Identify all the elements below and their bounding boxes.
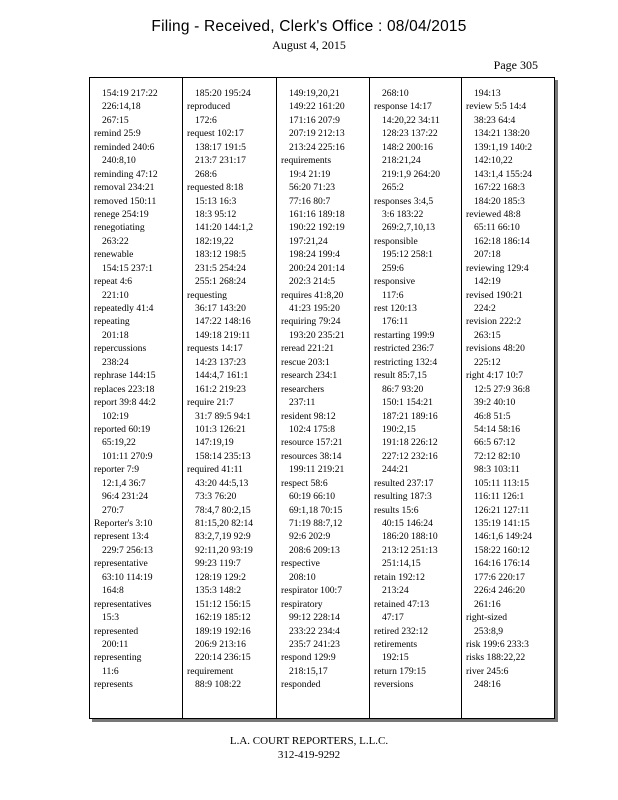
index-entry: right 4:17 10:7 <box>466 370 524 382</box>
index-references: 218:15,17 <box>289 665 328 677</box>
index-entry: reversions <box>374 679 414 691</box>
index-references: 36:17 143:20 <box>195 303 246 314</box>
document-date: August 4, 2015 <box>272 38 346 52</box>
index-references: 135:3 148:2 <box>195 585 242 597</box>
index-references: 66:5 67:12 <box>474 437 516 449</box>
index-references: 19:4 21:19 <box>289 168 331 180</box>
index-references: 92:11,20 93:19 <box>195 544 253 556</box>
index-entry: risks 188:22,22 <box>466 652 526 664</box>
index-references: 268:6 <box>195 168 217 180</box>
index-entry: renege 254:19 <box>94 208 149 220</box>
index-references: 218:21,24 <box>382 155 421 167</box>
index-references: 184:20 185:3 <box>474 195 525 207</box>
index-entry: respect 58:6 <box>281 477 328 489</box>
index-references: 117:6 <box>382 289 404 301</box>
index-entry: represent 13:4 <box>94 531 149 543</box>
index-references: 221:10 <box>102 289 129 301</box>
index-references: 206:9 213:16 <box>195 638 246 650</box>
index-entry: repeatedly 41:4 <box>94 303 154 314</box>
index-references: 98:3 103:11 <box>474 464 520 476</box>
index-references: 182:19,22 <box>195 235 234 247</box>
index-references: 194:13 <box>474 88 501 99</box>
footer <box>0 734 618 762</box>
index-references: 154:19 217:22 <box>102 88 158 99</box>
footer-company: L.A. COURT REPORTERS, L.L.C. <box>229 735 389 747</box>
index-entry: risk 199:6 233:3 <box>466 638 529 650</box>
index-references: 128:23 137:22 <box>382 128 438 140</box>
index-references: 193:20 235:21 <box>289 329 345 341</box>
index-references: 14:20,22 34:11 <box>382 114 440 126</box>
index-references: 164:16 176:14 <box>474 558 530 570</box>
index-entry: require 21:7 <box>187 397 234 409</box>
index-references: 65:19,22 <box>102 437 136 449</box>
index-references: 186:20 188:10 <box>382 531 438 543</box>
index-references: 11:6 <box>102 665 119 677</box>
index-entry: requirement <box>187 665 234 677</box>
index-entry: restricted 236:7 <box>374 343 434 355</box>
index-references: 190:2,15 <box>382 423 416 435</box>
index-references: 102:4 175:8 <box>289 423 336 435</box>
index-references: 259:6 <box>382 262 404 274</box>
index-entry: represented <box>94 625 139 637</box>
index-column-5 <box>462 87 532 692</box>
index-references: 54:14 58:16 <box>474 423 521 435</box>
index-references: 15:13 16:3 <box>195 195 237 207</box>
index-references: 213:24 225:16 <box>289 141 345 153</box>
index-references: 128:19 129:2 <box>195 571 246 583</box>
index-references: 253:8,9 <box>474 625 504 637</box>
filing-stamp: Filing - Received, Clerk's Office : 08/04/2015 <box>151 18 467 35</box>
index-references: 83:2,7,19 92:9 <box>195 531 251 543</box>
index-references: 189:19 192:16 <box>195 625 251 637</box>
index-references: 265:2 <box>382 182 404 194</box>
index-references: 96:4 231:24 <box>102 491 149 503</box>
index-entry: responses 3:4,5 <box>374 195 434 207</box>
index-references: 102:19 <box>102 410 129 422</box>
index-references: 99:23 119:7 <box>195 558 241 570</box>
index-references: 229:7 256:13 <box>102 544 153 556</box>
index-references: 191:18 226:12 <box>382 437 438 449</box>
index-references: 226:4 246:20 <box>474 585 525 597</box>
index-entry: rephrase 144:15 <box>94 370 156 382</box>
index-entry: reviewing 129:4 <box>466 262 529 274</box>
index-references: 167:22 168:3 <box>474 182 525 194</box>
index-references: 162:19 185:12 <box>195 612 251 624</box>
index-entry: river 245:6 <box>466 665 509 677</box>
index-entry: removal 234:21 <box>94 182 155 194</box>
index-references: 92:6 202:9 <box>289 531 331 543</box>
index-references: 77:16 80:7 <box>289 195 331 207</box>
index-entry: repercussions <box>94 343 147 355</box>
index-entry: rest 120:13 <box>374 303 417 314</box>
index-references: 81:15,20 82:14 <box>195 518 254 529</box>
index-references: 135:19 141:15 <box>474 518 530 529</box>
index-entry: reminding 47:12 <box>94 168 158 180</box>
index-references: 139:1,19 140:2 <box>474 141 533 153</box>
index-entry: representing <box>94 652 142 664</box>
page-number: Page 305 <box>493 58 538 72</box>
index-references: 198:24 199:4 <box>289 249 340 261</box>
index-references: 233:22 234:4 <box>289 625 340 637</box>
index-entry: restarting 199:9 <box>374 329 435 341</box>
index-references: 101:3 126:21 <box>195 423 246 435</box>
index-references: 263:15 <box>474 329 501 341</box>
index-references: 134:21 138:20 <box>474 128 530 140</box>
index-entry: revisions 48:20 <box>466 343 525 355</box>
index-references: 270:7 <box>102 504 124 516</box>
index-entry: repeating <box>94 316 130 328</box>
index-references: 149:22 161:20 <box>289 101 345 113</box>
index-references: 63:10 114:19 <box>102 571 153 583</box>
index-references: 208:10 <box>289 571 316 583</box>
index-references: 40:15 146:24 <box>382 518 433 529</box>
index-column-2 <box>183 87 253 692</box>
index-references: 116:11 126:1 <box>474 491 525 503</box>
index-entry: restricting 132:4 <box>374 356 438 368</box>
index-references: 226:14,18 <box>102 101 141 113</box>
index-references: 158:22 160:12 <box>474 544 530 556</box>
index-entry: results 15:6 <box>374 504 419 516</box>
index-references: 248:16 <box>474 679 501 691</box>
index-entry: revision 222:2 <box>466 316 522 328</box>
index-references: 3:6 183:22 <box>382 208 424 220</box>
index-references: 43:20 44:5,13 <box>195 477 249 489</box>
index-references: 71:19 88:7,12 <box>289 518 343 529</box>
index-references: 176:11 <box>382 316 409 328</box>
index-references: 69:1,18 70:15 <box>289 504 343 516</box>
index-references: 60:19 66:10 <box>289 491 336 503</box>
index-entry: reporter 7:9 <box>94 464 140 476</box>
index-entry: resources 38:14 <box>281 450 342 462</box>
index-references: 267:15 <box>102 114 129 126</box>
index-entry: requesting <box>187 289 227 301</box>
index-references: 199:11 219:21 <box>289 464 345 476</box>
index-entry: responsible <box>374 235 418 247</box>
index-references: 138:17 191:5 <box>195 141 246 153</box>
index-entry: return 179:15 <box>374 665 426 677</box>
index-entry: research 234:1 <box>281 370 338 382</box>
index-references: 195:12 258:1 <box>382 249 433 261</box>
index-references: 146:1,6 149:24 <box>474 531 533 543</box>
index-references: 105:11 113:15 <box>474 477 529 489</box>
index-references: 161:2 219:23 <box>195 383 246 395</box>
index-entry: responded <box>281 679 321 691</box>
index-references: 101:11 270:9 <box>102 450 153 462</box>
index-references: 149:19,20,21 <box>289 88 340 99</box>
index-entry: required 41:11 <box>187 464 243 476</box>
index-entry: removed 150:11 <box>94 195 157 207</box>
index-entry: reported 60:19 <box>94 423 151 435</box>
index-references: 207:18 <box>474 249 501 261</box>
index-references: 213:7 231:17 <box>195 155 246 167</box>
index-entry: requests 14:17 <box>187 343 243 355</box>
index-references: 72:12 82:10 <box>474 450 521 462</box>
index-references: 213:24 <box>382 585 409 597</box>
index-references: 56:20 71:23 <box>289 182 336 194</box>
index-entry: resulting 187:3 <box>374 491 432 503</box>
index-references: 207:19 212:13 <box>289 128 345 140</box>
index-entry: retained 47:13 <box>374 598 430 610</box>
index-references: 154:15 237:1 <box>102 262 153 274</box>
index-entry: review 5:5 14:4 <box>466 101 527 113</box>
index-entry: revised 190:21 <box>466 289 523 301</box>
index-references: 12:1,4 36:7 <box>102 477 146 489</box>
index-references: 190:22 192:19 <box>289 222 345 234</box>
index-references: 183:12 198:5 <box>195 249 246 261</box>
index-references: 172:6 <box>195 114 217 126</box>
index-entry: researchers <box>281 383 325 395</box>
index-entry: Reporter's 3:10 <box>94 518 153 529</box>
index-references: 164:8 <box>102 585 124 597</box>
index-entry: requiring 79:24 <box>281 316 341 328</box>
index-references: 150:1 154:21 <box>382 397 433 409</box>
index-entry: responsive <box>374 276 416 288</box>
index-entry: retain 192:12 <box>374 571 425 583</box>
index-references: 148:2 200:16 <box>382 141 433 153</box>
index-entry: renegotiating <box>94 222 145 234</box>
index-references: 47:17 <box>382 612 404 624</box>
index-entry: retired 232:12 <box>374 625 429 637</box>
index-entry: repeat 4:6 <box>94 276 133 288</box>
index-references: 65:11 66:10 <box>474 222 520 234</box>
index-references: 86:7 93:20 <box>382 383 424 395</box>
index-entry: respiratory <box>281 598 323 610</box>
footer-phone: 312-419-9292 <box>277 749 341 761</box>
index-references: 99:12 228:14 <box>289 612 340 624</box>
index-entry: resulted 237:17 <box>374 477 434 489</box>
index-references: 18:3 95:12 <box>195 208 237 220</box>
index-entry: remind 25:9 <box>94 128 141 140</box>
index-references: 161:16 189:18 <box>289 208 345 220</box>
index-column-1 <box>90 87 158 692</box>
index-entry: representative <box>94 558 148 570</box>
index-entry: rescue 203:1 <box>281 356 330 368</box>
index-references: 187:21 189:16 <box>382 410 438 422</box>
index-entry: reread 221:21 <box>281 343 335 355</box>
index-frame <box>89 77 555 719</box>
index-entry: reproduced <box>187 101 231 113</box>
index-references: 269:2,7,10,13 <box>382 222 436 234</box>
index-entry: result 85:7,15 <box>374 370 427 382</box>
index-references: 231:5 254:24 <box>195 262 246 274</box>
index-references: 202:3 214:5 <box>289 276 336 288</box>
index-references: 200:24 201:14 <box>289 262 345 274</box>
index-references: 225:12 <box>474 356 501 368</box>
index-entry: retirements <box>374 638 418 650</box>
index-references: 240:8,10 <box>102 155 136 167</box>
index-references: 151:12 156:15 <box>195 598 251 610</box>
index-references: 268:10 <box>382 88 409 99</box>
index-references: 15:3 <box>102 612 120 624</box>
index-entry: respirator 100:7 <box>281 585 343 597</box>
index-references: 177:6 220:17 <box>474 571 525 583</box>
index-references: 162:18 186:14 <box>474 235 530 247</box>
index-references: 38:23 64:4 <box>474 114 516 126</box>
index-entry: replaces 223:18 <box>94 383 155 395</box>
index-entry: requested 8:18 <box>187 182 244 194</box>
index-references: 147:22 148:16 <box>195 316 251 328</box>
index-references: 235:7 241:23 <box>289 638 340 650</box>
index-references: 147:19,19 <box>195 437 234 449</box>
index-references: 126:21 127:11 <box>474 504 530 516</box>
index-entry: response 14:17 <box>374 101 432 113</box>
index-entry: resource 157:21 <box>281 437 343 449</box>
index-references: 219:1,9 264:20 <box>382 168 441 180</box>
index-references: 149:18 219:11 <box>195 329 251 341</box>
index-references: 192:15 <box>382 652 409 664</box>
index-references: 224:2 <box>474 303 496 314</box>
index-entry: represents <box>94 679 133 691</box>
index-references: 142:19 <box>474 276 501 288</box>
index-entry: requirements <box>281 155 332 167</box>
index-entry: respective <box>281 558 320 570</box>
index-references: 12:5 27:9 36:8 <box>474 383 530 395</box>
index-references: 220:14 236:15 <box>195 652 251 664</box>
index-references: 213:12 251:13 <box>382 544 438 556</box>
index-references: 88:9 108:22 <box>195 679 242 691</box>
index-column-4 <box>370 87 440 692</box>
index-entry: report 39:8 44:2 <box>94 397 156 409</box>
index-references: 197:21,24 <box>289 235 328 247</box>
index-references: 143:1,4 155:24 <box>474 168 533 180</box>
index-entry: right-sized <box>466 612 508 624</box>
index-entry: representatives <box>94 598 152 610</box>
index-references: 200:11 <box>102 638 129 650</box>
index-references: 142:10,22 <box>474 155 513 167</box>
index-entry: reminded 240:6 <box>94 141 155 153</box>
index-entry: respond 129:9 <box>281 652 336 664</box>
index-references: 185:20 195:24 <box>195 88 251 99</box>
index-references: 251:14,15 <box>382 558 421 570</box>
index-references: 201:18 <box>102 329 129 341</box>
index-references: 208:6 209:13 <box>289 544 340 556</box>
index-references: 46:8 51:5 <box>474 410 511 422</box>
index-entry: requires 41:8,20 <box>281 289 344 301</box>
index-references: 255:1 268:24 <box>195 276 246 288</box>
index-references: 261:16 <box>474 598 501 610</box>
index-references: 141:20 144:1,2 <box>195 222 254 234</box>
index-references: 14:23 137:23 <box>195 356 246 368</box>
index-entry: resident 98:12 <box>281 410 336 422</box>
index-references: 158:14 235:13 <box>195 450 251 462</box>
index-references: 244:21 <box>382 464 409 476</box>
index-entry: reviewed 48:8 <box>466 208 521 220</box>
index-references: 39:2 40:10 <box>474 397 516 409</box>
index-references: 41:23 195:20 <box>289 303 340 314</box>
index-references: 73:3 76:20 <box>195 491 237 503</box>
index-references: 78:4,7 80:2,15 <box>195 504 251 516</box>
index-references: 237:11 <box>289 397 316 409</box>
index-references: 227:12 232:16 <box>382 450 438 462</box>
index-references: 263:22 <box>102 235 129 247</box>
index-references: 171:16 207:9 <box>289 114 340 126</box>
index-references: 31:7 89:5 94:1 <box>195 410 251 422</box>
index-column-3 <box>277 87 345 692</box>
index-entry: request 102:17 <box>187 128 244 140</box>
index-references: 144:4,7 161:1 <box>195 370 249 382</box>
index-entry: renewable <box>94 249 134 261</box>
index-references: 238:24 <box>102 356 129 368</box>
